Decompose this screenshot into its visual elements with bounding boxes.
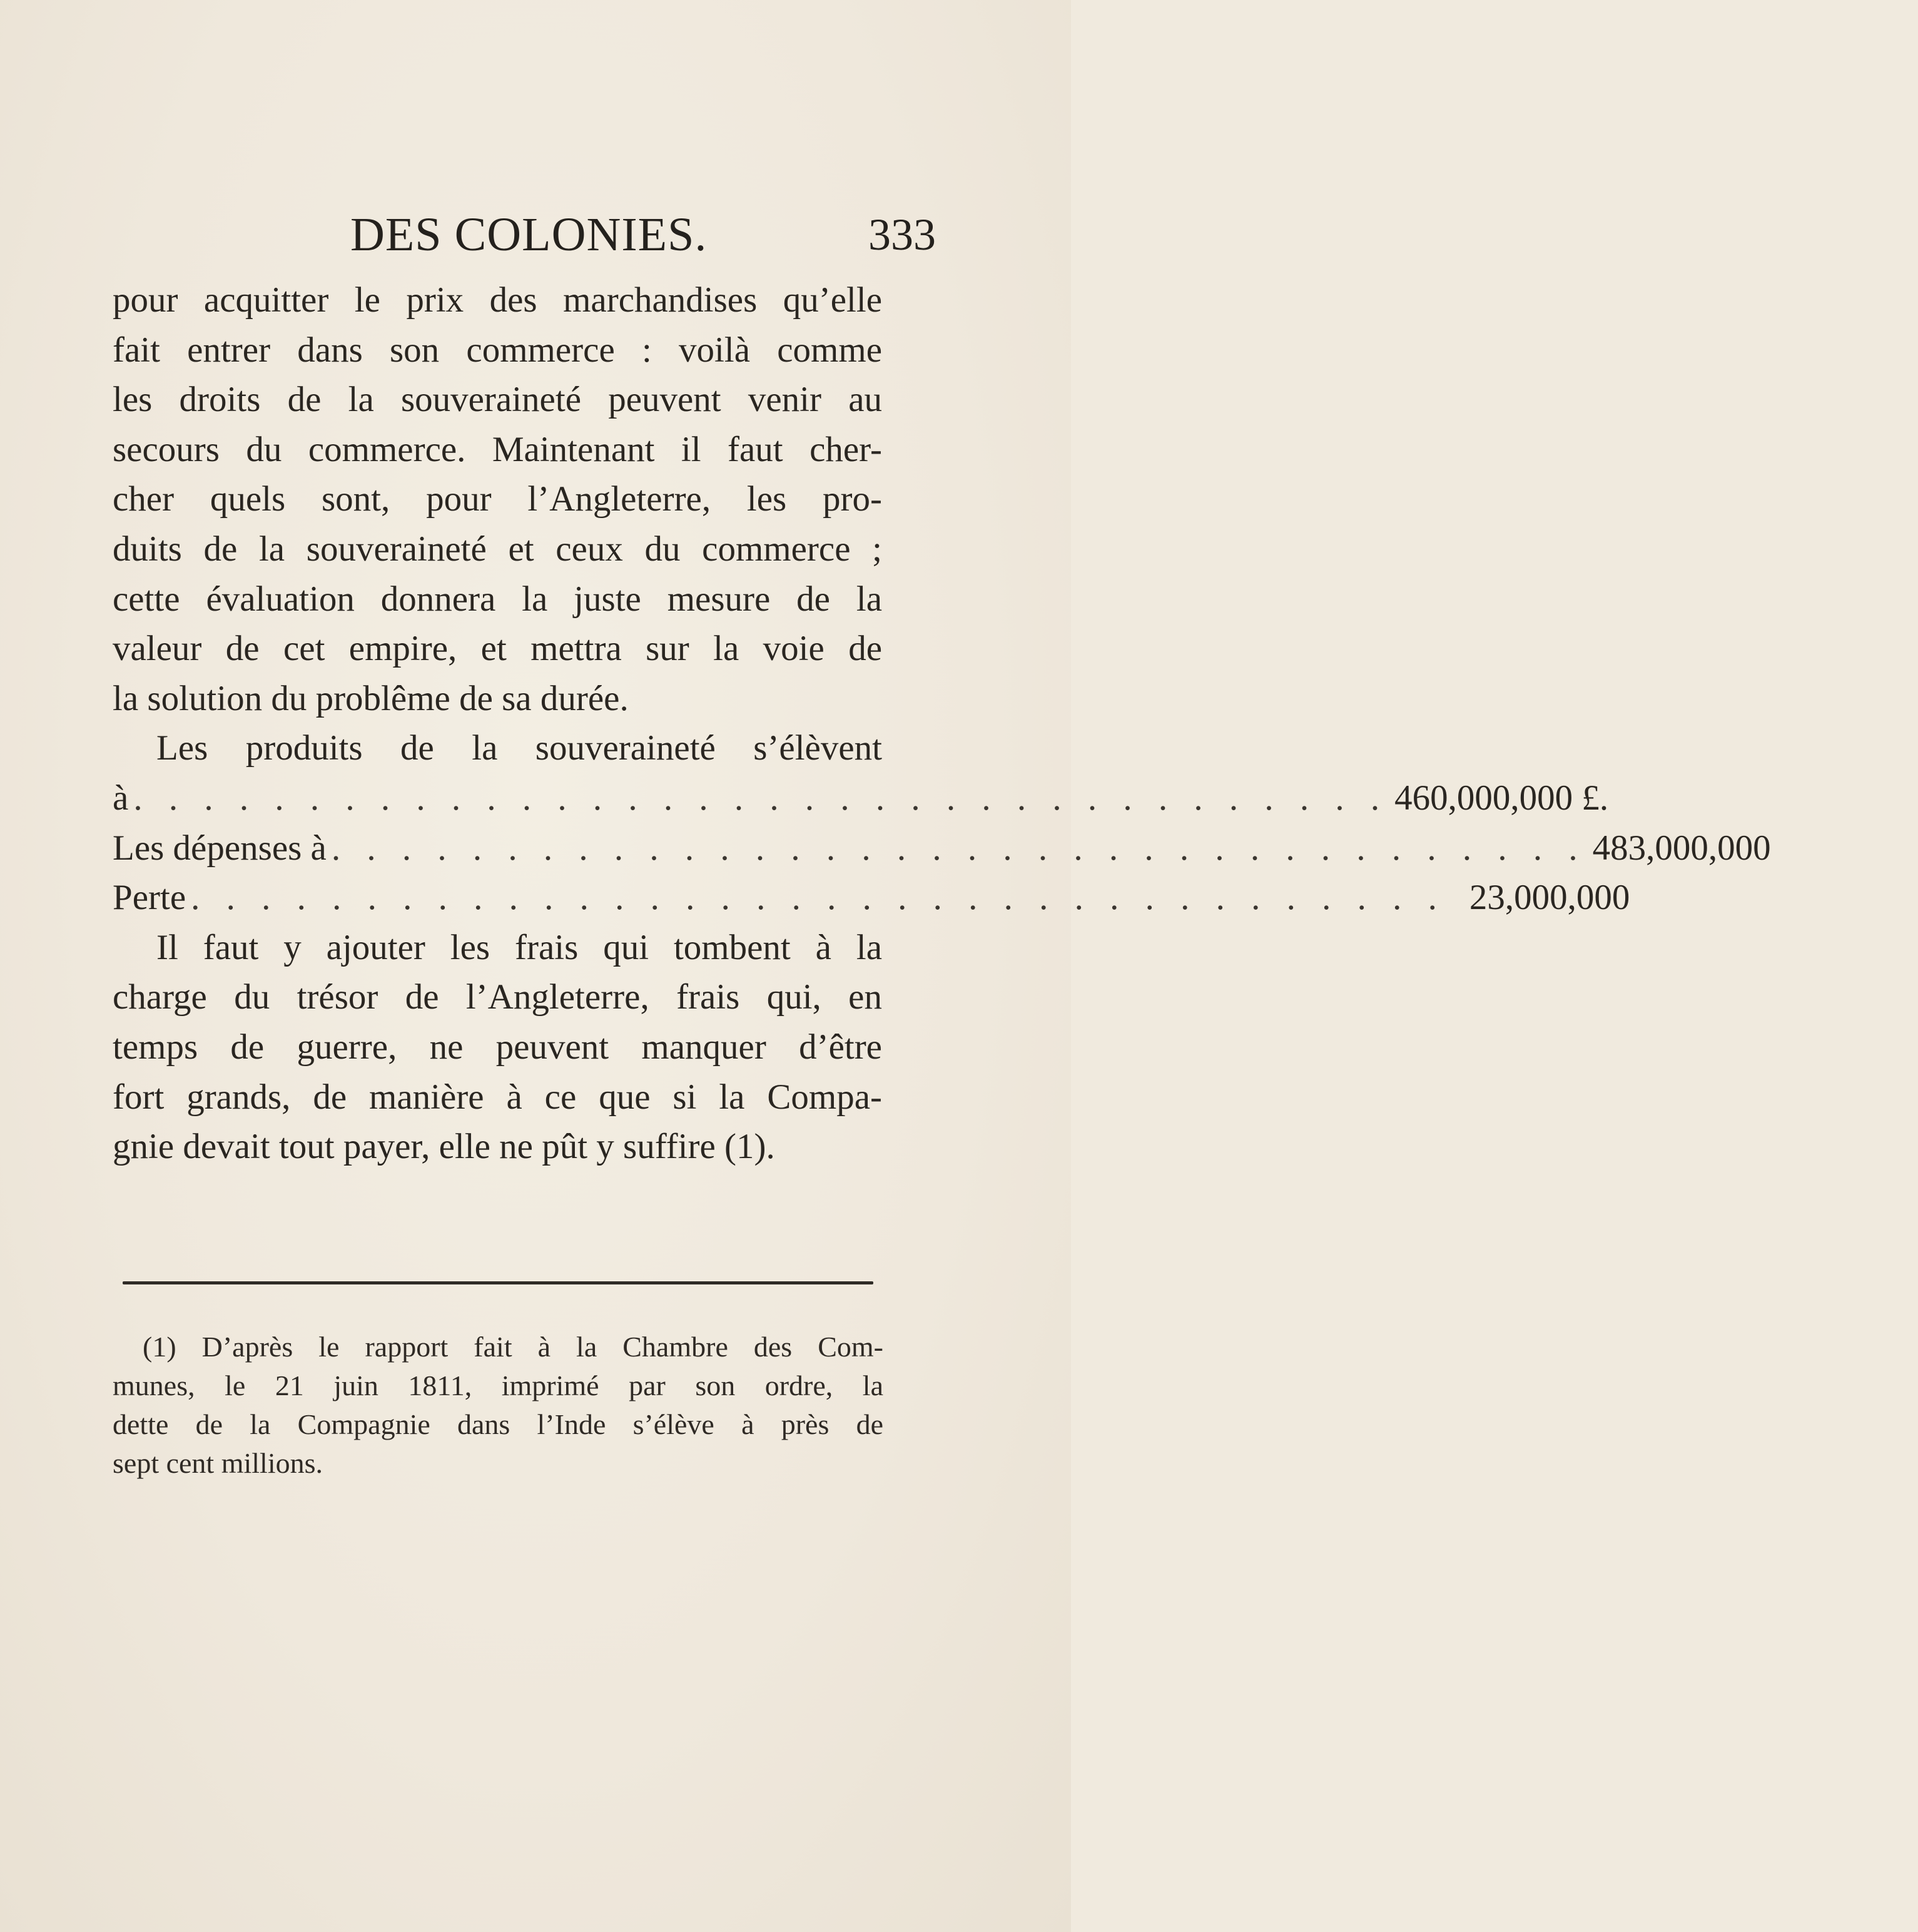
footnote-line: sept cent millions. [113,1447,323,1479]
text-line: gnie devait tout payer, elle ne pût y suffire (1). [113,1127,775,1167]
footnote-line: dette de la Compagnie dans l’Inde s’élève à près de [113,1408,883,1440]
dot-leader: . . . . . . . . . . . . . . . . . . . . . . . . . . . . . . . . . . . . [133,778,1389,818]
text-line: duits de la souveraineté et ceux du commerce ; [113,529,882,569]
footnote-line: (1) D’après le rapport fait à la Chambre des Com- [143,1331,883,1363]
text-line: charge du trésor de l’Angleterre, frais qui, en [113,977,882,1017]
ledger-label: Perte [113,878,186,918]
text-line: secours du commerce. Maintenant il faut cher- [113,429,882,469]
page-number: 333 [868,210,936,260]
text-line: fort grands, de manière à ce que si la Compa- [113,1077,882,1117]
text-line: temps de guerre, ne peuvent manquer d’être [113,1027,882,1067]
text-line: les droits de la souveraineté peuvent venir au [113,380,882,420]
dot-leader: . . . . . . . . . . . . . . . . . . . . . . . . . . . . . . . . . . . . [331,828,1586,868]
text-line: cette évaluation donnera la juste mesure de la [113,579,882,619]
footnote [113,1328,883,1483]
body-text [113,275,1771,1172]
ledger-amount: 23,000,000 [1469,878,1630,918]
text-line: valeur de cet empire, et mettra sur la voie de [113,629,882,669]
running-title: DES COLONIES. [350,208,708,261]
ledger-amount: 460,000,000 £. [1394,778,1609,818]
dot-leader: . . . . . . . . . . . . . . . . . . . . . . . . . . . . . . . . . . . . [191,878,1446,918]
ledger-row-loss [113,873,1630,923]
text-line: fait entrer dans son commerce : voilà comme [113,330,882,370]
text-line: pour acquitter le prix des marchandises qu’elle [113,280,882,320]
ledger-label: Les dépenses à [113,828,327,868]
ledger-row-expenses [113,823,1771,873]
page-header [350,206,976,263]
ledger-intro: Les produits de la souveraineté s’élèvent [156,728,882,768]
ledger-amount: 483,000,000 [1592,828,1771,868]
footnote-line: munes, le 21 juin 1811, imprimé par son ordre, la [113,1370,883,1401]
ledger-row-revenue [113,773,1609,823]
text-line: la solution du problême de sa durée. [113,678,629,718]
footnote-rule [123,1281,873,1284]
text-line: cher quels sont, pour l’Angleterre, les pro- [113,479,882,519]
text-line: Il faut y ajouter les frais qui tombent à la [156,927,882,967]
ledger-label: à [113,778,129,818]
